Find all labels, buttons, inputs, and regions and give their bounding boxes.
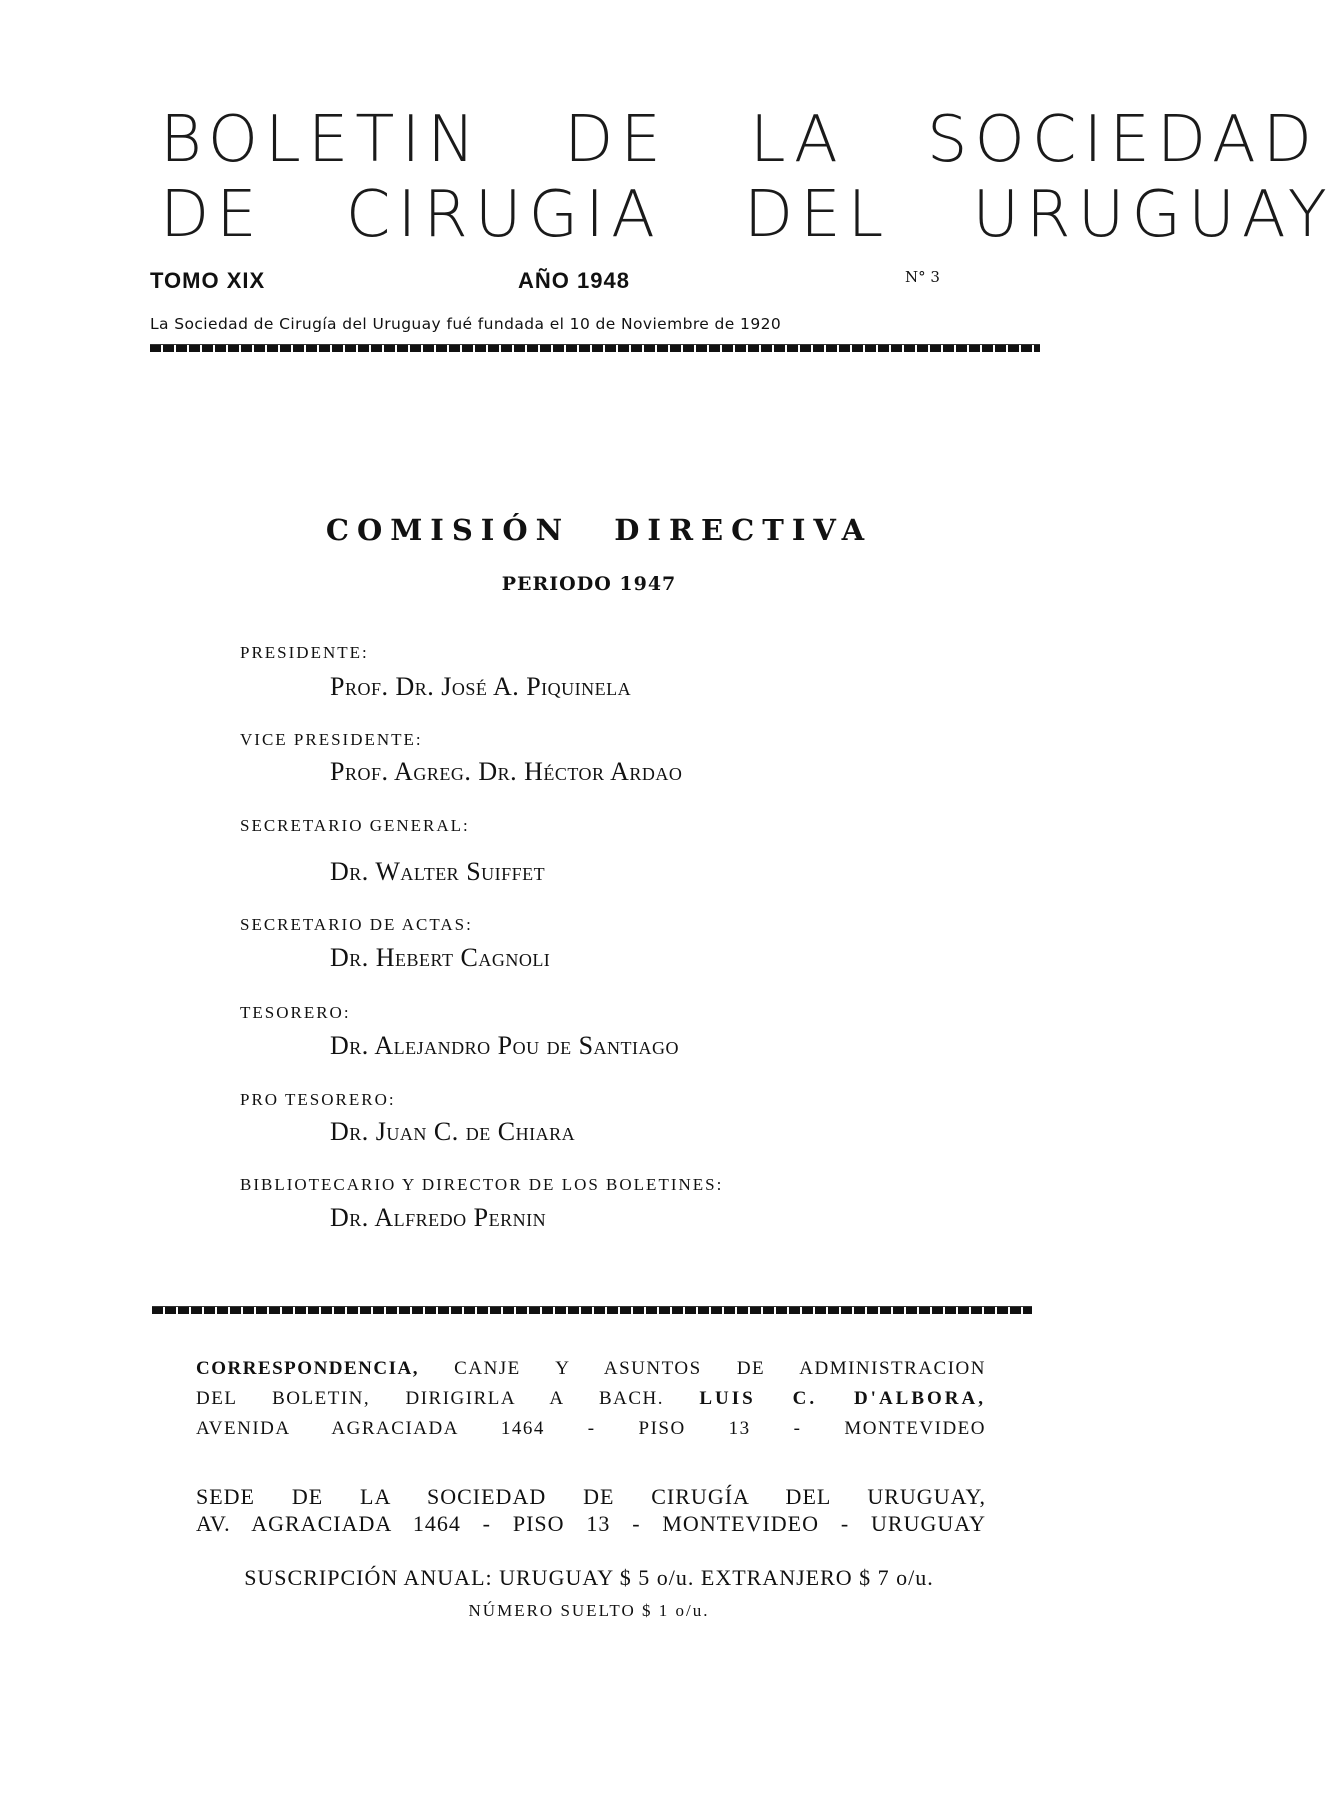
ornamental-rule-bottom bbox=[152, 1306, 1032, 1314]
name-secretario-actas: Dr. Hebert Cagnoli bbox=[330, 943, 551, 972]
role-pro-tesorero: PRO TESORERO: bbox=[240, 1090, 396, 1109]
role-tesorero: TESORERO: bbox=[240, 1003, 351, 1022]
ornamental-rule-top bbox=[150, 344, 1040, 352]
issue-number: N° 3 bbox=[905, 268, 940, 286]
sede-line-1: SEDE DE LA SOCIEDAD DE CIRUGÍA DEL URUGUAY, bbox=[196, 1484, 986, 1509]
role-vice-presidente: VICE PRESIDENTE: bbox=[240, 730, 423, 749]
correspondence-line-1 bbox=[196, 1358, 986, 1380]
masthead-line-2: DE CIRUGIA DEL URUGUAY bbox=[160, 178, 1334, 252]
correspondence-line-3: AVENIDA AGRACIADA 1464 - PISO 13 - MONTEVIDEO bbox=[196, 1418, 986, 1439]
issue-meta-row bbox=[150, 268, 1030, 298]
correspondence-line-1-text: CANJE Y ASUNTOS DE ADMINISTRACION bbox=[454, 1358, 986, 1379]
board-title: COMISIÓN DIRECTIVA bbox=[325, 513, 873, 547]
role-secretario-actas: SECRETARIO DE ACTAS: bbox=[240, 915, 473, 934]
name-tesorero: Dr. Alejandro Pou de Santiago bbox=[330, 1031, 680, 1060]
name-presidente: Prof. Dr. José A. Piquinela bbox=[330, 672, 632, 701]
role-bibliotecario: BIBLIOTECARIO Y DIRECTOR DE LOS BOLETINES: bbox=[240, 1175, 724, 1194]
role-presidente: PRESIDENTE: bbox=[240, 643, 369, 662]
name-bibliotecario: Dr. Alfredo Pernin bbox=[330, 1203, 547, 1232]
founding-note: La Sociedad de Cirugía del Uruguay fué fundada el 10 de Noviembre de 1920 bbox=[150, 315, 782, 333]
correspondence-contact-name: LUIS C. D'ALBORA, bbox=[699, 1388, 987, 1409]
correspondence-line-2 bbox=[196, 1388, 986, 1410]
role-secretario-general: SECRETARIO GENERAL: bbox=[240, 816, 470, 835]
year-label: AÑO 1948 bbox=[518, 268, 630, 293]
masthead-line-1: BOLETIN DE LA SOCIEDAD bbox=[160, 103, 1320, 177]
name-pro-tesorero: Dr. Juan C. de Chiara bbox=[330, 1117, 576, 1146]
correspondence-line-2-text: DEL BOLETIN, DIRIGIRLA A BACH. bbox=[196, 1388, 664, 1409]
volume-label: TOMO XIX bbox=[150, 268, 266, 293]
name-vice-presidente: Prof. Agreg. Dr. Héctor Ardao bbox=[330, 757, 683, 786]
board-period: PERIODO 1947 bbox=[501, 573, 677, 595]
subscription-line-1: SUSCRIPCIÓN ANUAL: URUGUAY $ 5 o/u. EXTRANJERO $ 7 o/u. bbox=[244, 1565, 934, 1590]
subscription-line-2: NÚMERO SUELTO $ 1 o/u. bbox=[468, 1601, 710, 1620]
name-secretario-general: Dr. Walter Suiffet bbox=[330, 857, 546, 886]
correspondence-lead: CORRESPONDENCIA, bbox=[196, 1358, 419, 1379]
sede-line-2: AV. AGRACIADA 1464 - PISO 13 - MONTEVIDEO - URUGUAY bbox=[196, 1511, 986, 1536]
